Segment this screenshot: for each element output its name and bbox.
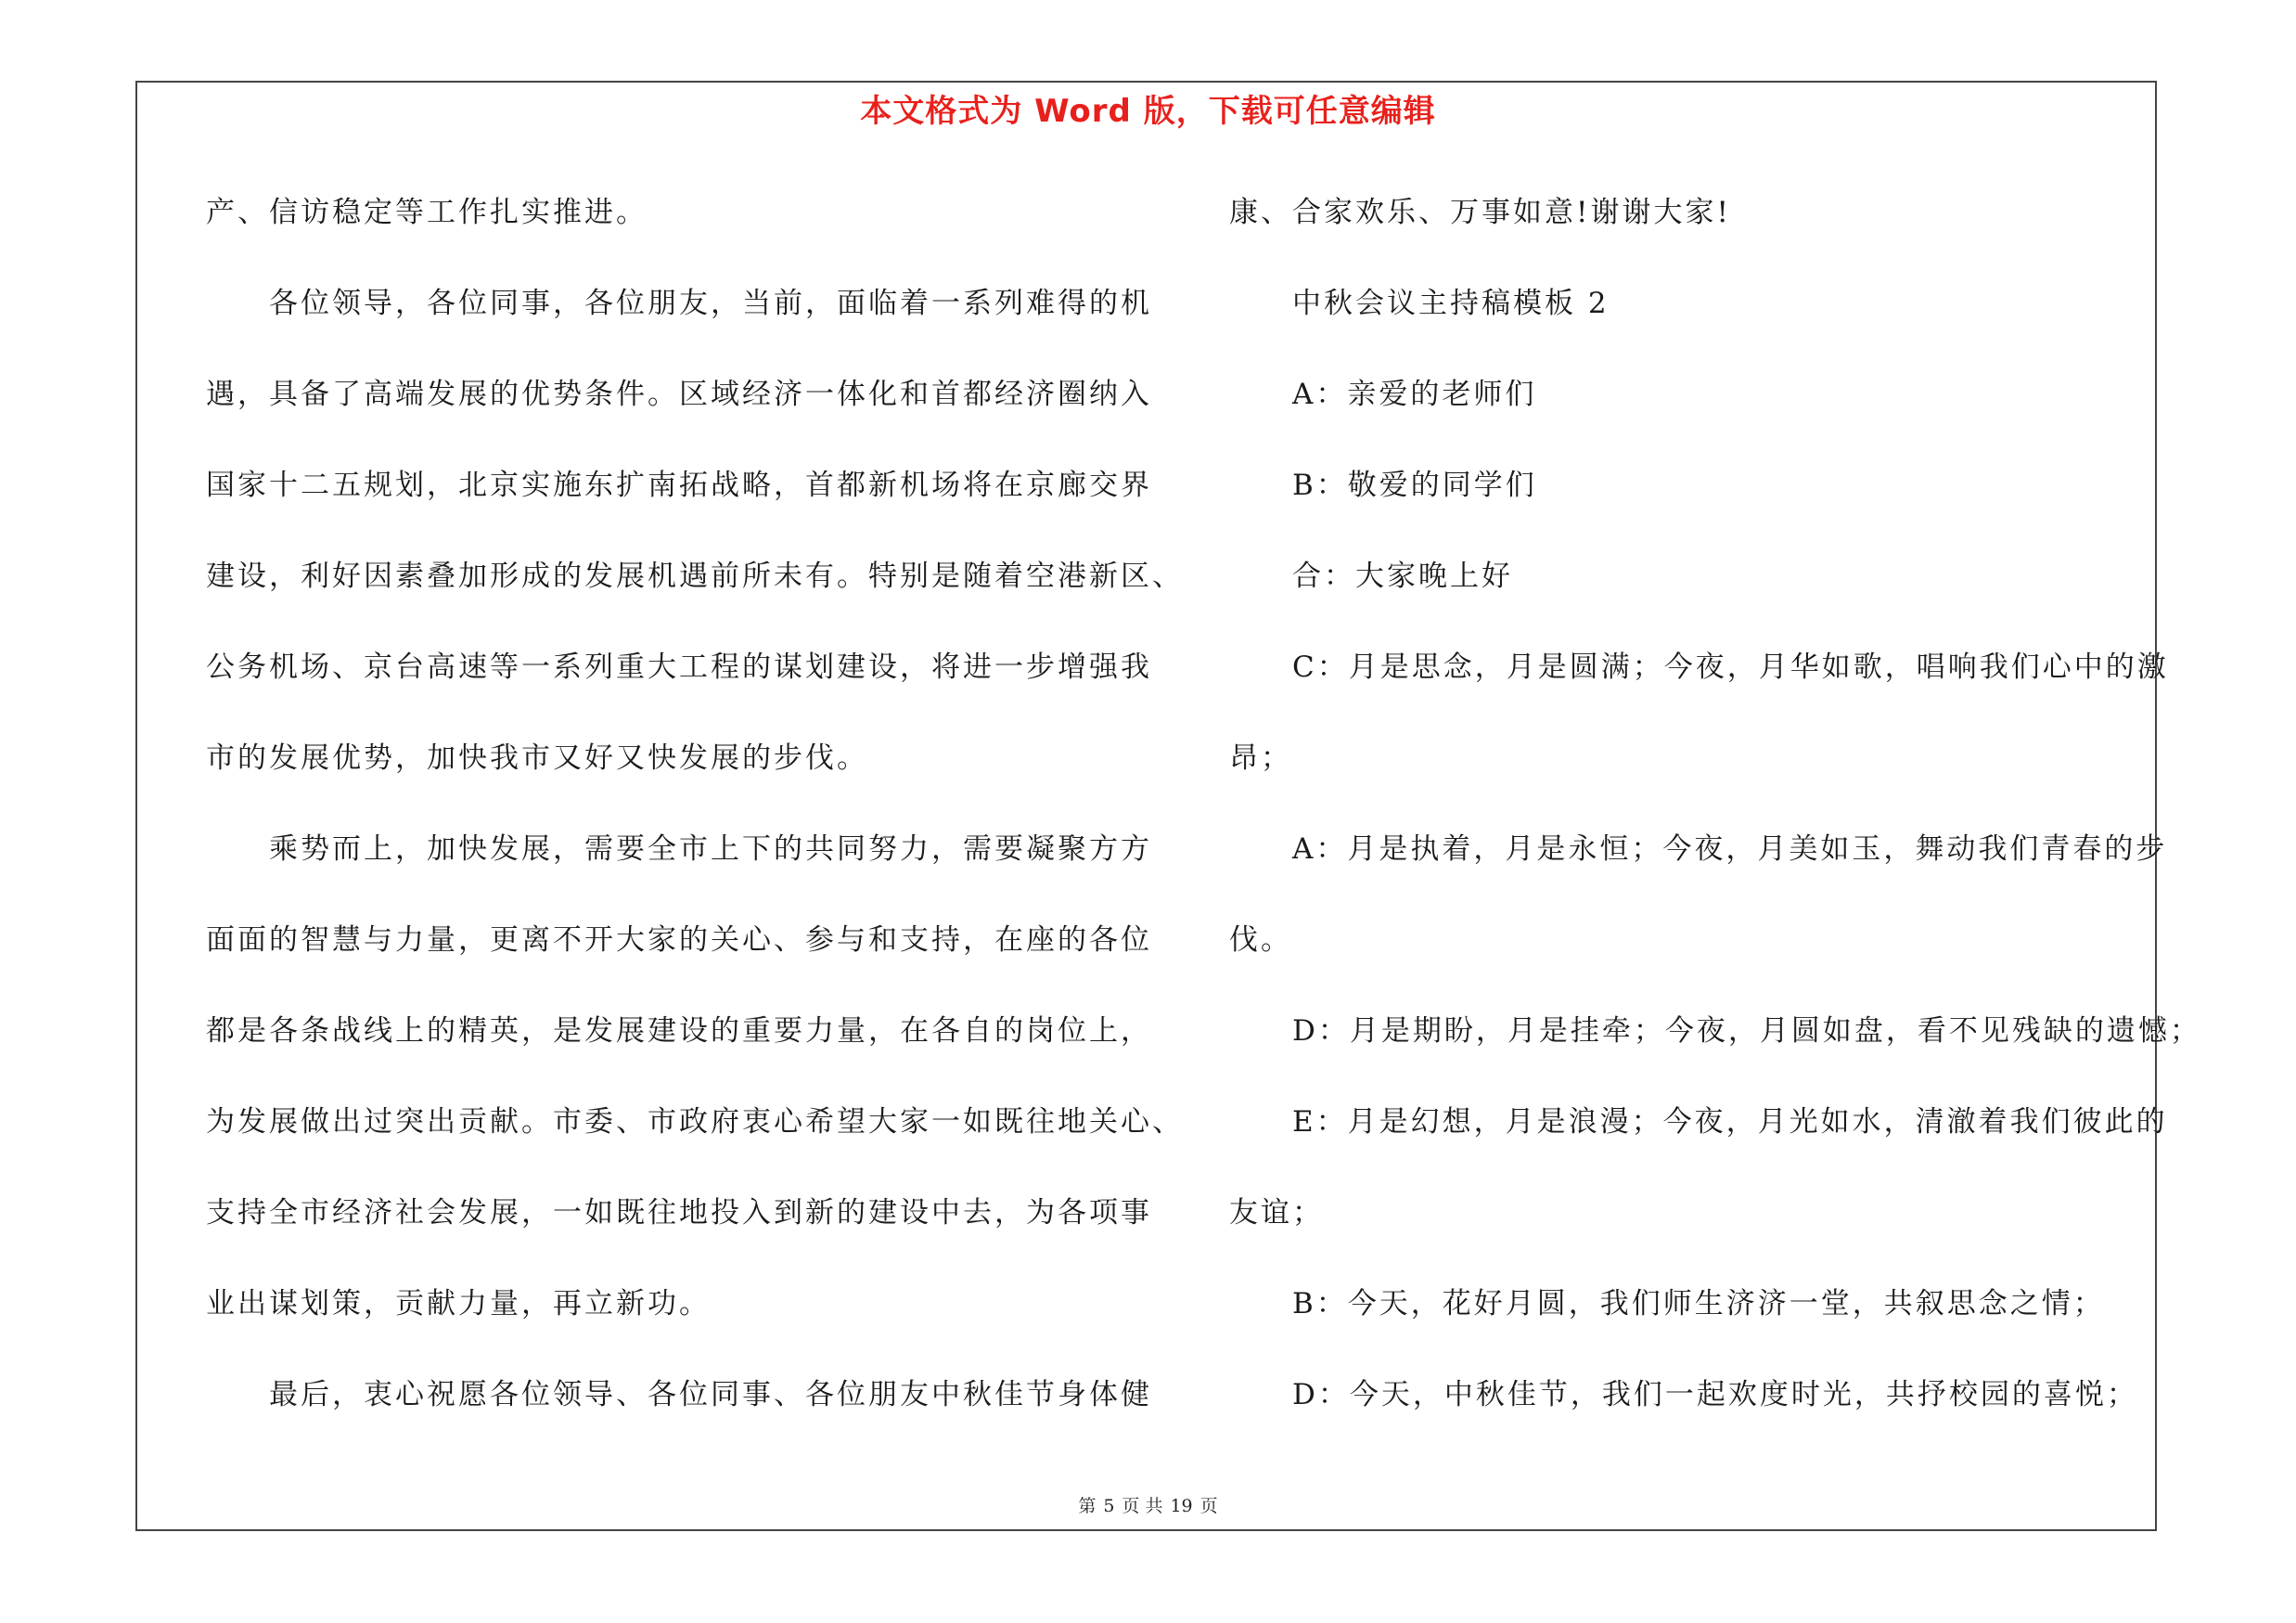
footer-prefix: 第 <box>1078 1496 1097 1516</box>
footer-current-page: 5 <box>1103 1496 1115 1516</box>
text-line: 中秋会议主持稿模板 2 <box>1292 287 1610 320</box>
text-line: D：月是期盼，月是挂牵；今夜，月圆如盘，看不见残缺的遗憾； <box>1292 1014 2201 1048</box>
text-line: 国家十二五规划，北京实施东扩南拓战略，首都新机场将在京廊交界 <box>206 469 1152 502</box>
text-line: B：敬爱的同学们 <box>1292 469 1537 502</box>
text-line: 业出谋划策，贡献力量，再立新功。 <box>206 1287 711 1320</box>
text-line: 乘势而上，加快发展，需要全市上下的共同努力，需要凝聚方方 <box>269 832 1152 866</box>
text-line: A：亲爱的老师们 <box>1292 378 1537 411</box>
text-line: 产、信访稳定等工作扎实推进。 <box>206 196 648 229</box>
text-line: 康、合家欢乐、万事如意!谢谢大家! <box>1229 196 1731 229</box>
text-line: 为发展做出过突出贡献。市委、市政府衷心希望大家一如既往地关心、 <box>206 1105 1184 1139</box>
text-line: 都是各条战线上的精英，是发展建设的重要力量，在各自的岗位上， <box>206 1014 1152 1048</box>
text-line: 合：大家晚上好 <box>1292 560 1513 593</box>
text-line: 建设，利好因素叠加形成的发展机遇前所未有。特别是随着空港新区、 <box>206 560 1184 593</box>
text-line: 支持全市经济社会发展，一如既往地投入到新的建设中去，为各项事 <box>206 1196 1152 1230</box>
left-text-column <box>206 185 1184 1458</box>
text-line: 最后，衷心祝愿各位领导、各位同事、各位朋友中秋佳节身体健 <box>269 1378 1152 1411</box>
text-line: C：月是思念，月是圆满；今夜，月华如歌，唱响我们心中的激 <box>1292 650 2169 684</box>
text-line: 遇，具备了高端发展的优势条件。区域经济一体化和首都经济圈纳入 <box>206 378 1152 411</box>
text-line: 伐。 <box>1229 923 1292 957</box>
footer-total-pages: 19 <box>1170 1496 1193 1516</box>
text-line: A：月是执着，月是永恒；今夜，月美如玉，舞动我们青春的步 <box>1292 832 2168 866</box>
text-line: 面面的智慧与力量，更离不开大家的关心、参与和支持，在座的各位 <box>206 923 1152 957</box>
text-line: 昂； <box>1229 741 1292 775</box>
text-line: 各位领导，各位同事，各位朋友，当前，面临着一系列难得的机 <box>269 287 1152 320</box>
text-line: E：月是幻想，月是浪漫；今夜，月光如水，清澈着我们彼此的 <box>1292 1105 2168 1139</box>
text-line: 友谊； <box>1229 1196 1324 1230</box>
text-line: 市的发展优势，加快我市又好又快发展的步伐。 <box>206 741 868 775</box>
page-footer <box>0 1492 2296 1517</box>
text-line: 公务机场、京台高速等一系列重大工程的谋划建设，将进一步增强我 <box>206 650 1152 684</box>
footer-suffix: 页 <box>1199 1496 1218 1516</box>
footer-middle: 页 共 <box>1122 1496 1163 1516</box>
header-banner: 本文格式为 Word 版，下载可任意编辑 <box>860 93 1436 130</box>
right-text-column <box>1229 185 2201 1458</box>
text-line: B：今天，花好月圆，我们师生济济一堂，共叙思念之情； <box>1292 1287 2105 1320</box>
text-line: D：今天，中秋佳节，我们一起欢度时光，共抒校园的喜悦； <box>1292 1378 2138 1411</box>
